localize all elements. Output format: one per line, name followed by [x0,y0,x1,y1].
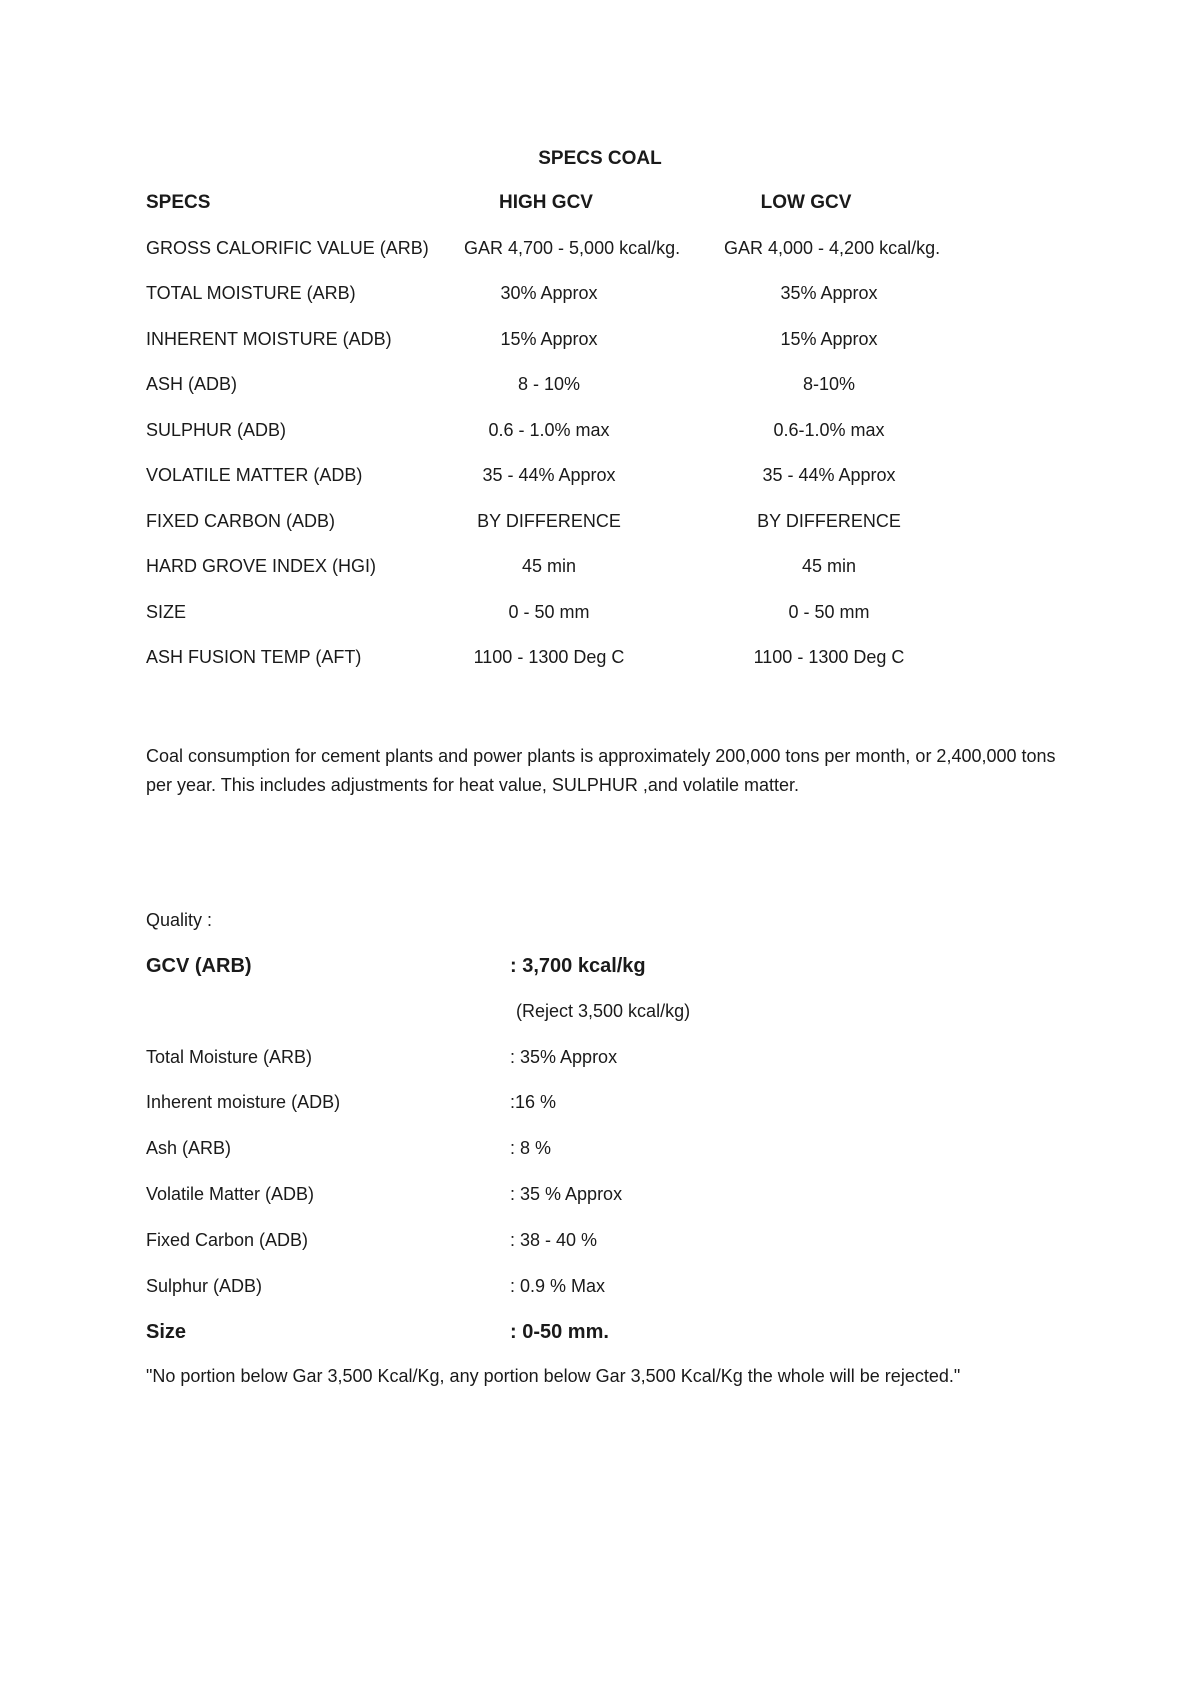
spec-low-value: 8-10% [802,374,856,394]
header-specs: SPECS [146,192,211,213]
quality-value: : 38 - 40 % [510,1229,598,1250]
quality-name: Inherent moisture (ADB) [146,1092,341,1113]
spec-name: SULPHUR (ADB) [146,419,287,440]
quality-name: GCV (ARB) [146,955,252,977]
quality-value: : 0.9 % Max [510,1275,606,1296]
spec-low-value: 35 - 44% Approx [762,465,896,485]
spec-name: TOTAL MOISTURE (ARB) [146,283,356,303]
spec-row [146,329,1046,375]
quality-value: (Reject 3,500 kcal/kg) [516,1000,691,1021]
spec-row [146,511,1046,557]
spec-name: GROSS CALORIFIC VALUE (ARB) [146,237,429,258]
spec-row [146,420,1046,466]
spec-high-value: 15% Approx [500,328,598,349]
quality-value: : 35 % Approx [510,1183,623,1204]
quality-value: : 8 % [510,1138,552,1159]
spec-name: VOLATILE MATTER (ADB) [146,465,363,485]
spec-low-value: 35% Approx [780,283,878,303]
quality-name: Sulphur (ADB) [146,1275,263,1296]
spec-name: HARD GROVE INDEX (HGI) [146,556,377,576]
quality-name: Fixed Carbon (ADB) [146,1229,309,1250]
quality-name: Size [146,1321,187,1344]
spec-high-value: 45 min [521,556,577,576]
spec-row [146,556,1046,602]
quality-row [146,955,1046,1001]
quality-name: Volatile Matter (ADB) [146,1183,315,1204]
spec-name: FIXED CARBON (ADB) [146,510,336,531]
quality-value: :16 % [510,1092,557,1113]
spec-high-value: 8 - 10% [517,374,581,394]
spec-low-value: 0.6-1.0% max [773,419,885,440]
spec-high-value: 1100 - 1300 Deg C [473,647,625,667]
spec-name: ASH FUSION TEMP (AFT) [146,647,362,667]
spec-name: INHERENT MOISTURE (ADB) [146,328,392,349]
spec-row [146,602,1046,648]
spec-high-value: BY DIFFERENCE [477,510,621,531]
consumption-paragraph: Coal consumption for cement plants and power plants is approximately 200,000 tons per month, or 2,400,000 tons per year. This includes adjustments for heat value, SULPHUR ,and volatile matter. [146,746,1056,795]
quality-row [146,1321,1046,1367]
quality-row [146,1230,1046,1276]
spec-row [146,374,1046,420]
spec-name: SIZE [146,601,187,622]
quality-value: : 0-50 mm. [510,1321,609,1344]
quality-label: Quality : [146,910,213,930]
spec-row [146,238,1046,284]
spec-table [146,192,1046,693]
quality-row [146,1001,1046,1047]
spec-low-value: BY DIFFERENCE [757,510,901,531]
spec-low-value: 15% Approx [780,328,878,349]
quality-list [146,955,1046,1367]
spec-row [146,647,1046,693]
quality-row [146,1047,1046,1093]
spec-high-value: 30% Approx [500,283,598,303]
quality-name: Total Moisture (ARB) [146,1046,313,1067]
quality-row [146,1092,1046,1138]
quality-row [146,1138,1046,1184]
spec-row [146,465,1046,511]
quality-value: : 35% Approx [510,1046,618,1067]
spec-high-value: 0.6 - 1.0% max [488,419,610,440]
quality-row [146,1184,1046,1230]
rejection-note: "No portion below Gar 3,500 Kcal/Kg, any portion below Gar 3,500 Kcal/Kg the whole will be rejected." [146,1366,961,1386]
spec-row [146,283,1046,329]
spec-high-value: 0 - 50 mm [508,601,590,622]
spec-table-header [146,192,1046,238]
spec-low-value: 0 - 50 mm [788,601,870,622]
spec-high-value: 35 - 44% Approx [482,465,616,485]
quality-value: : 3,700 kcal/kg [510,955,646,977]
spec-low-value: 1100 - 1300 Deg C [753,647,905,667]
header-low-gcv: LOW GCV [760,192,852,213]
spec-high-value: GAR 4,700 - 5,000 kcal/kg. [464,237,681,258]
quality-name: Ash (ARB) [146,1138,232,1159]
quality-row [146,1276,1046,1322]
spec-name: ASH (ADB) [146,374,238,394]
spec-low-value: 45 min [801,556,857,576]
document-title: SPECS COAL [538,148,662,169]
spec-low-value: GAR 4,000 - 4,200 kcal/kg. [724,237,941,258]
header-high-gcv: HIGH GCV [499,192,593,213]
